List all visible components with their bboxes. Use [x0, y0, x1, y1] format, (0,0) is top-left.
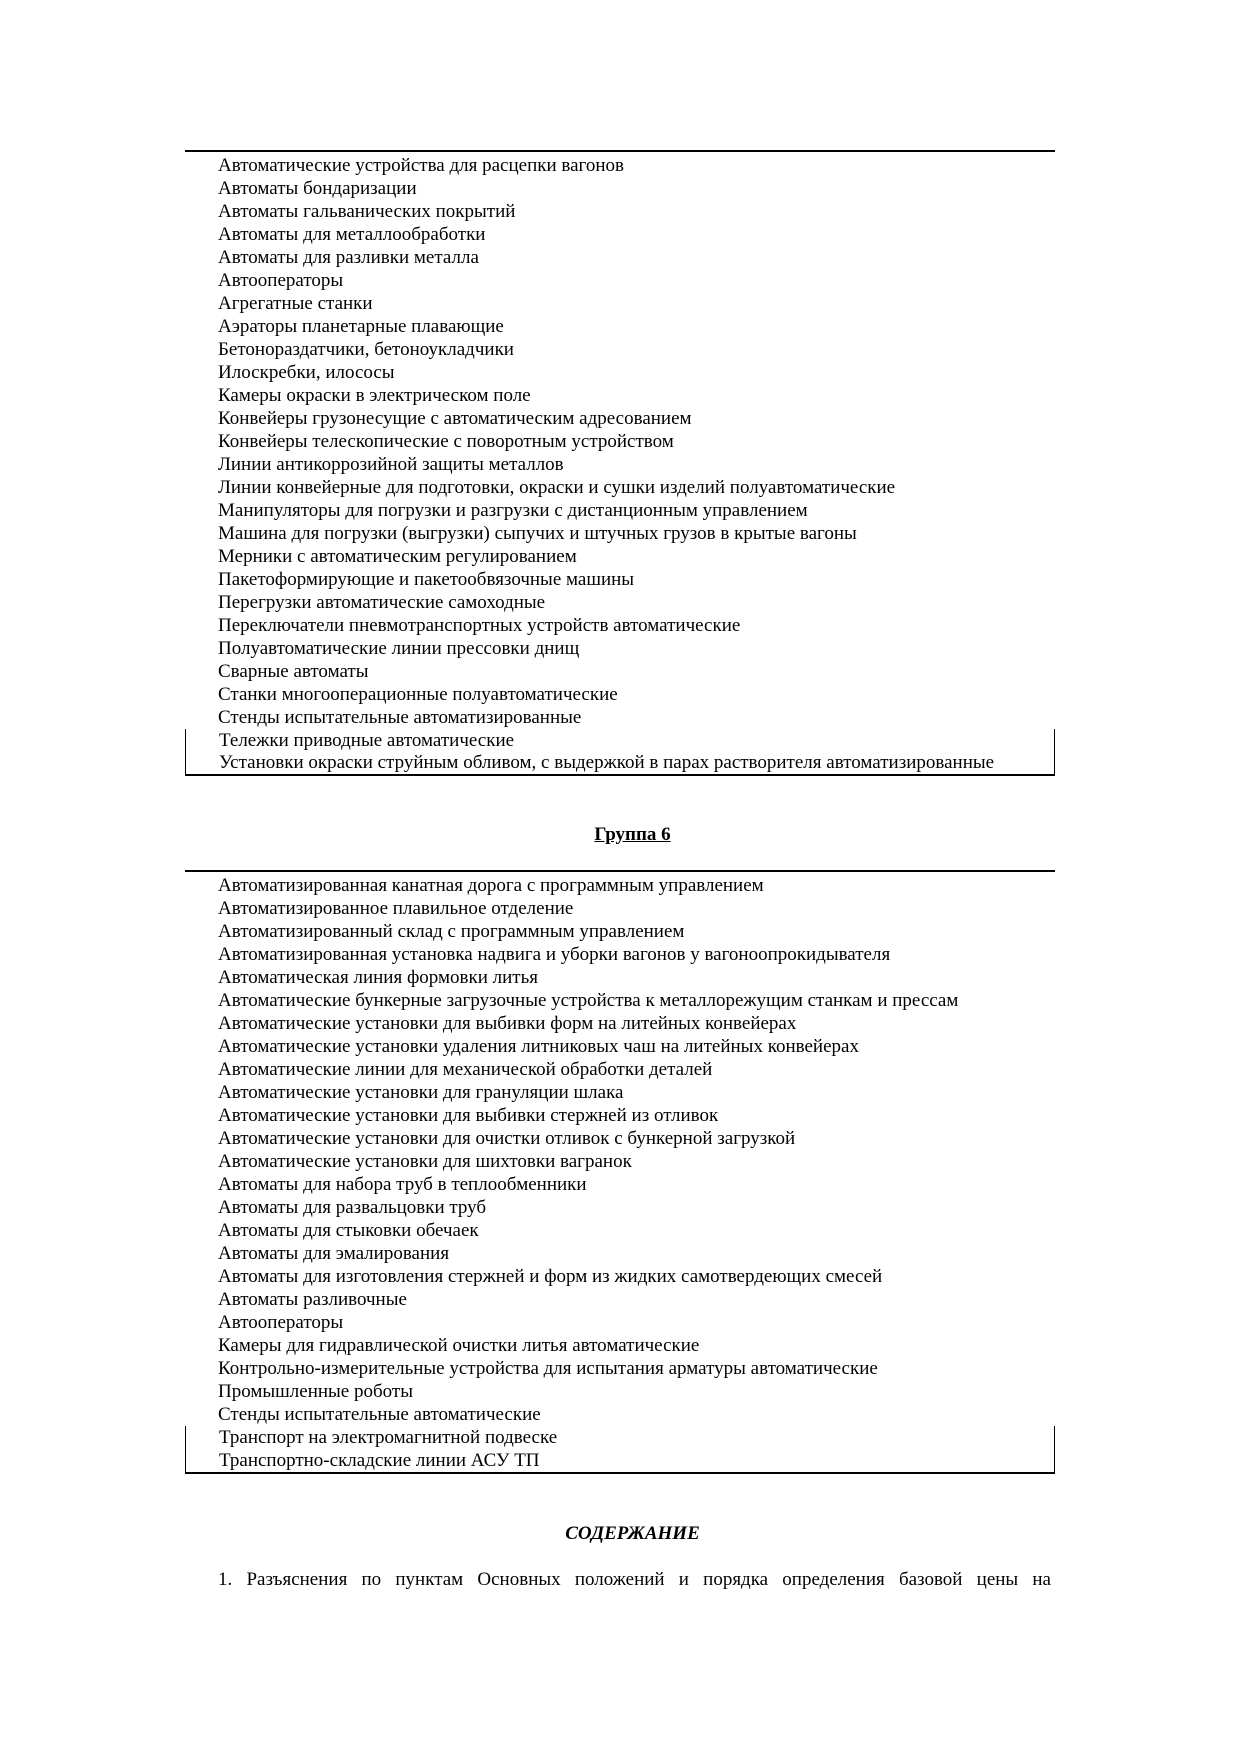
list-item: Автоматизированная установка надвига и уборки вагонов у вагоноопрокидывателя	[218, 944, 891, 965]
list-item: Автоматические установки для грануляции шлака	[218, 1082, 624, 1103]
list-item: Автоматы бондаризации	[218, 178, 417, 199]
list-item: Автоматические устройства для расцепки вагонов	[218, 155, 625, 176]
list-item: Илоскребки, илососы	[218, 362, 395, 383]
list-item: Полуавтоматические линии прессовки днищ	[218, 638, 580, 659]
group5-boxed-rows	[185, 729, 1055, 776]
list-item: Бетонораздатчики, бетоноукладчики	[218, 339, 514, 360]
contents-title: СОДЕРЖАНИЕ	[565, 1523, 700, 1544]
group5-table	[185, 150, 1055, 776]
contents-item-1: 1. Разъяснения по пунктам Основных положений и порядка определения базовой цены на	[218, 1569, 1051, 1590]
list-item: Автоматические линии для механической обработки деталей	[218, 1059, 713, 1080]
list-item: Транспорт на электромагнитной подвеске	[219, 1427, 558, 1448]
list-item: Переключатели пневмотранспортных устройств автоматические	[218, 615, 741, 636]
list-item: Пакетоформирующие и пакетообвязочные машины	[218, 569, 635, 590]
list-item: Камеры для гидравлической очистки литья автоматические	[218, 1335, 700, 1356]
list-item: Перегрузки автоматические самоходные	[218, 592, 546, 613]
list-item: Манипуляторы для погрузки и разгрузки с дистанционным управлением	[218, 500, 808, 521]
list-item: Конвейеры грузонесущие с автоматическим адресованием	[218, 408, 692, 429]
list-item: Автоматические установки для очистки отливок с бункерной загрузкой	[218, 1128, 796, 1149]
list-item: Автоматы для набора труб в теплообменники	[218, 1174, 587, 1195]
list-item: Автооператоры	[218, 270, 344, 291]
list-item: Транспортно-складские линии АСУ ТП	[219, 1450, 540, 1471]
list-item: Автоматы для стыковки обечаек	[218, 1220, 479, 1241]
list-item: Промышленные роботы	[218, 1381, 413, 1402]
list-item: Автоматизированное плавильное отделение	[218, 898, 574, 919]
group5-list	[185, 152, 1055, 729]
list-item: Автоматы разливочные	[218, 1289, 407, 1310]
list-item: Автоматы для разливки металла	[218, 247, 479, 268]
list-item: Мерники с автоматическим регулированием	[218, 546, 577, 567]
list-item: Сварные автоматы	[218, 661, 369, 682]
group6-boxed-rows	[185, 1426, 1055, 1474]
list-item: Автоматические бункерные загрузочные устройства к металлорежущим станкам и прессам	[218, 990, 959, 1011]
list-item: Автооператоры	[218, 1312, 344, 1333]
list-item: Контрольно-измерительные устройства для испытания арматуры автоматические	[218, 1358, 878, 1379]
list-item: Автоматические установки для выбивки форм на литейных конвейерах	[218, 1013, 797, 1034]
list-item: Установки окраски струйным обливом, с выдержкой в парах растворителя автоматизированные	[219, 752, 995, 773]
list-item: Автоматы для металлообработки	[218, 224, 486, 245]
list-item: Автоматы для развальцовки труб	[218, 1197, 487, 1218]
list-item: Автоматическая линия формовки литья	[218, 967, 538, 988]
list-item: Автоматы для изготовления стержней и форм из жидких самотвердеющих смесей	[218, 1266, 883, 1287]
list-item: Машина для погрузки (выгрузки) сыпучих и штучных грузов в крытые вагоны	[218, 523, 857, 544]
list-item: Камеры окраски в электрическом поле	[218, 385, 531, 406]
list-item: Автоматизированная канатная дорога с программным управлением	[218, 875, 764, 896]
list-item: Станки многооперационные полуавтоматические	[218, 684, 618, 705]
list-item: Линии антикоррозийной защиты металлов	[218, 454, 564, 475]
list-item: Автоматизированный склад с программным управлением	[218, 921, 685, 942]
list-item: Автоматы гальванических покрытий	[218, 201, 516, 222]
group6-table	[185, 870, 1055, 1474]
group6-title: Группа 6	[594, 824, 671, 845]
list-item: Автоматические установки для шихтовки вагранок	[218, 1151, 632, 1172]
list-item: Автоматические установки для выбивки стержней из отливок	[218, 1105, 719, 1126]
group6-list	[185, 872, 1055, 1426]
list-item: Автоматические установки удаления литниковых чаш на литейных конвейерах	[218, 1036, 859, 1057]
list-item: Агрегатные станки	[218, 293, 373, 314]
list-item: Автоматы для эмалирования	[218, 1243, 450, 1264]
list-item: Конвейеры телескопические с поворотным устройством	[218, 431, 674, 452]
list-item: Аэраторы планетарные плавающие	[218, 316, 504, 337]
list-item: Линии конвейерные для подготовки, окраски и сушки изделий полуавтоматические	[218, 477, 896, 498]
list-item: Тележки приводные автоматические	[219, 730, 515, 751]
list-item: Стенды испытательные автоматизированные	[218, 707, 582, 728]
list-item: Стенды испытательные автоматические	[218, 1404, 541, 1425]
